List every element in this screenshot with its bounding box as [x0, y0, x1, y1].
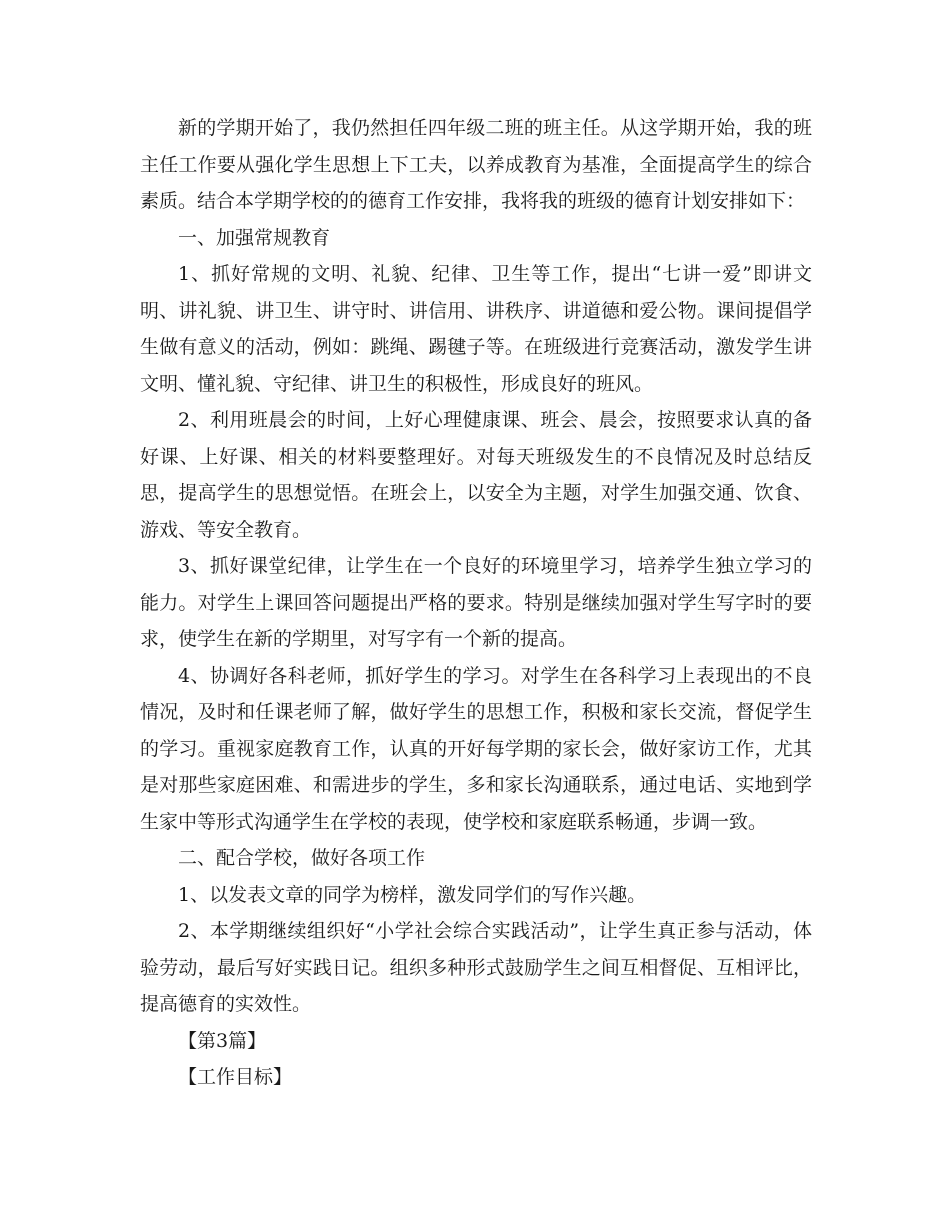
document-body: [140, 110, 812, 1096]
section-heading-routine-education: 一、加强常规教育: [178, 226, 331, 249]
paragraph-item-6: 2、本学期继续组织好“小学社会综合实践活动”，让学生真正参与活动，体验劳动，最后写好实践日记。组织多种形式鼓励学生之间互相督促、互相评比，提高德育的实效性。: [140, 920, 812, 1015]
chapter-marker: 【第3篇】: [178, 1029, 267, 1052]
paragraph-item-5: 1、以发表文章的同学为榜样，激发同学们的写作兴趣。: [178, 883, 647, 906]
paragraph-item-4: 4、协调好各科老师，抓好学生的学习。对学生在各科学习上表现出的不良情况，及时和任课老师了解，做好学生的思想工作，积极和家长交流，督促学生的学习。重视家庭教育工作，认真的开好每学期的家长会，做好家访工作，尤其是对那些家庭困难、和需进步的学生，多和家长沟通联系，通过电话、实地到学生家中等形式沟通学生在学校的表现，使学校和家庭联系畅通，步调一致。: [140, 664, 812, 833]
paragraph-item-2: 2、利用班晨会的时间，上好心理健康课、班会、晨会，按照要求认真的备好课、上好课、相关的材料要整理好。对每天班级发生的不良情况及时总结反思，提高学生的思想觉悟。在班会上，以安全为主题，对学生加强交通、饮食、游戏、等安全教育。: [140, 409, 812, 541]
subsection-heading-work-goals: 【工作目标】: [178, 1066, 293, 1088]
paragraph-item-3: 3、抓好课堂纪律，让学生在一个良好的环境里学习，培养学生独立学习的能力。对学生上课回答问题提出严格的要求。特别是继续加强对学生写字时的要求，使学生在新的学期里，对写字有一个新的提高。: [140, 555, 812, 650]
section-heading-cooperate-school: 二、配合学校，做好各项工作: [178, 847, 426, 869]
intro-paragraph: 新的学期开始了，我仍然担任四年级二班的班主任。从这学期开始，我的班主任工作要从强化学生思想上下工夫，以养成教育为基准，全面提高学生的综合素质。结合本学期学校的的德育工作安排，我将我的班级的德育计划安排如下：: [140, 117, 812, 212]
paragraph-item-1: 1、抓好常规的文明、礼貌、纪律、卫生等工作，提出“七讲一爱”即讲文明、讲礼貌、讲卫生、讲守时、讲信用、讲秩序、讲道德和爱公物。课间提倡学生做有意义的活动，例如：跳绳、踢毽子等。在班级进行竞赛活动，激发学生讲文明、懂礼貌、守纪律、讲卫生的积极性，形成良好的班风。: [140, 263, 812, 395]
